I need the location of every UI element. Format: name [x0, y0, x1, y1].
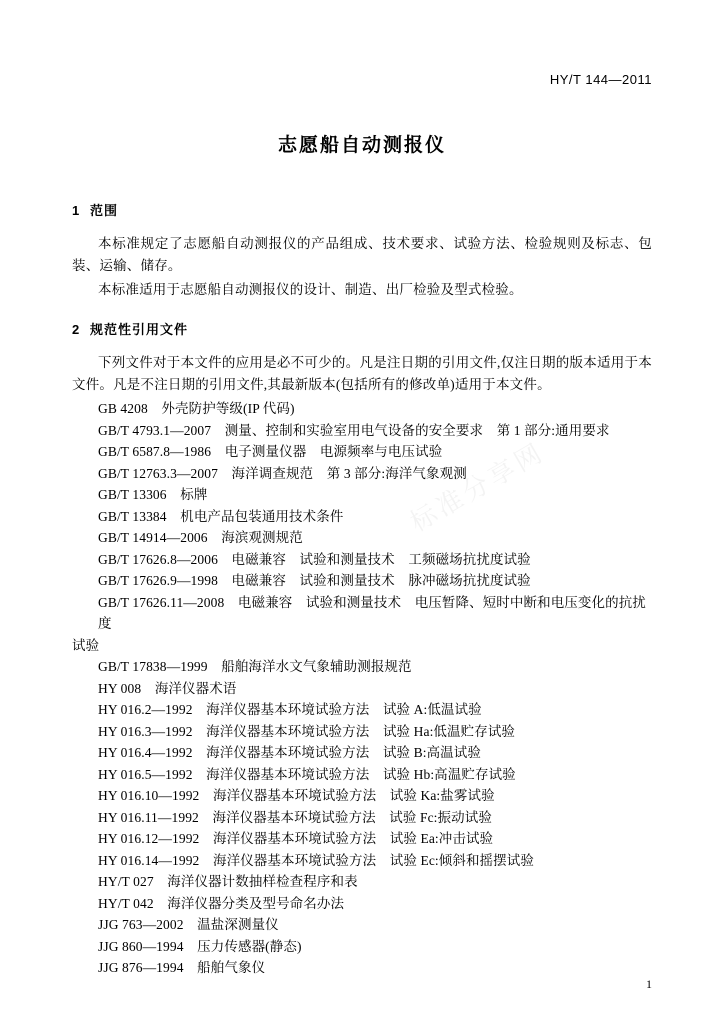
page-title: 志愿船自动测报仪	[277, 135, 446, 156]
document-body	[72, 200, 652, 979]
list-item: GB/T 12763.3—2007 海洋调查规范 第 3 部分:海洋气象观测	[98, 465, 467, 481]
list-item: GB/T 17838—1999 船舶海洋水文气象辅助测报规范	[98, 659, 412, 674]
list-item: JJG 876—1994 船舶气象仪	[98, 960, 266, 975]
list-item: HY 016.10—1992 海洋仪器基本环境试验方法 试验 Ka:盐雾试验	[98, 788, 495, 803]
list-item: HY 016.12—1992 海洋仪器基本环境试验方法 试验 Ea:冲击试验	[98, 831, 494, 846]
section-heading-2	[72, 319, 652, 338]
paragraph-scope-1: 本标准规定了志愿船自动测报仪的产品组成、技术要求、试验方法、检验规则及标志、包装、运输、储存。	[72, 236, 652, 273]
section-number-1: 1	[72, 203, 81, 218]
section-title-1: 范围	[90, 203, 119, 218]
normative-reference-list	[72, 398, 652, 979]
list-item: HY 008 海洋仪器术语	[98, 680, 237, 696]
list-item: GB/T 4793.1—2007 测量、控制和实验室用电气设备的安全要求 第 1 部分:通用要求	[98, 422, 610, 438]
section-number-2: 2	[72, 322, 81, 337]
list-item: GB/T 17626.8—2006 电磁兼容 试验和测量技术 工频磁场抗扰度试验	[98, 551, 531, 567]
list-item-line-2: 试验	[72, 637, 100, 653]
section-heading-1	[72, 200, 652, 219]
list-item: HY 016.14—1992 海洋仪器基本环境试验方法 试验 Ec:倾斜和摇摆试验	[98, 852, 534, 868]
list-item: JJG 763—2002 温盐深测量仪	[98, 917, 279, 932]
list-item-line-1: GB/T 17626.11—2008 电磁兼容 试验和测量技术 电压暂降、短时中断和电压变化的抗扰度	[98, 594, 646, 631]
paragraph-scope-2: 本标准适用于志愿船自动测报仪的设计、制造、出厂检验及型式检验。	[98, 282, 523, 297]
list-item: HY 016.11—1992 海洋仪器基本环境试验方法 试验 Fc:振动试验	[98, 809, 492, 825]
list-item: GB/T 17626.9—1998 电磁兼容 试验和测量技术 脉冲磁场抗扰度试验	[98, 573, 531, 588]
list-item: GB/T 13384 机电产品包装通用技术条件	[98, 508, 344, 524]
list-item: HY/T 042 海洋仪器分类及型号命名办法	[98, 895, 345, 911]
list-item: GB/T 13306 标牌	[98, 487, 208, 502]
list-item: JJG 860—1994 压力传感器(静态)	[98, 938, 302, 954]
list-item: GB 4208 外壳防护等级(IP 代码)	[98, 401, 295, 416]
page-number: 1	[646, 977, 652, 991]
watermark-text: 标准分享网	[404, 436, 550, 538]
list-item: GB/T 14914—2006 海滨观测规范	[98, 530, 303, 545]
section-title-2: 规范性引用文件	[90, 322, 189, 337]
list-item: HY 016.3—1992 海洋仪器基本环境试验方法 试验 Ha:低温贮存试验	[98, 723, 516, 739]
paragraph-normative-intro: 下列文件对于本文件的应用是必不可少的。凡是注日期的引用文件,仅注日期的版本适用于本文件。凡是不注日期的引用文件,其最新版本(包括所有的修改单)适用于本文件。	[72, 355, 652, 392]
standard-code: HY/T 144—2011	[549, 72, 652, 87]
list-item: HY 016.5—1992 海洋仪器基本环境试验方法 试验 Hb:高温贮存试验	[98, 766, 516, 782]
list-item: GB/T 6587.8—1986 电子测量仪器 电源频率与电压试验	[98, 444, 443, 459]
list-item: HY 016.4—1992 海洋仪器基本环境试验方法 试验 B:高温试验	[98, 745, 481, 760]
list-item: HY 016.2—1992 海洋仪器基本环境试验方法 试验 A:低温试验	[98, 702, 482, 717]
list-item: HY/T 027 海洋仪器计数抽样检查程序和表	[98, 874, 358, 889]
list-item-wrapped	[72, 592, 652, 657]
